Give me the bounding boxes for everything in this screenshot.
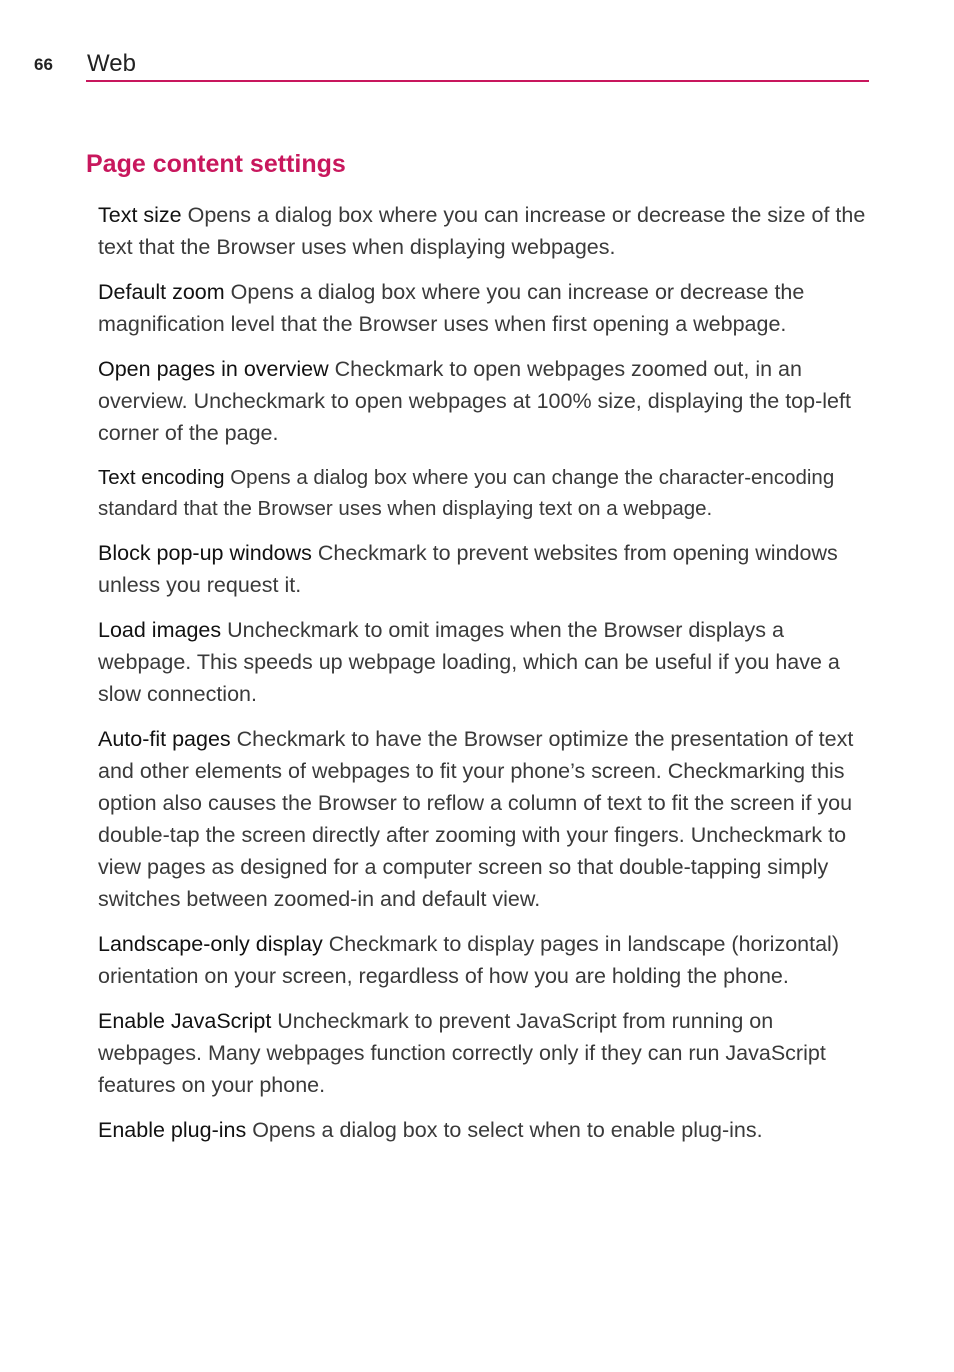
setting-load-images: [98, 614, 873, 710]
page-number: 66: [34, 55, 53, 74]
setting-block-popup-windows: [98, 537, 873, 601]
setting-term: Text size: [98, 203, 182, 227]
setting-term: Open pages in overview: [98, 357, 329, 381]
setting-open-pages-in-overview: [98, 353, 873, 449]
setting-description: Opens a dialog box to select when to enable plug-ins.: [252, 1118, 763, 1142]
setting-term: Auto-fit pages: [98, 727, 231, 751]
setting-term: Enable JavaScript: [98, 1009, 272, 1033]
setting-term: Default zoom: [98, 280, 225, 304]
setting-description: Uncheckmark to omit images when the Browser displays a webpage. This speeds up webpage loading, which can be useful if you have a slow connection.: [98, 618, 840, 706]
setting-description: Opens a dialog box where you can change the character-encoding standard that the Browser uses when displaying text on a webpage.: [98, 466, 835, 520]
setting-term: Block pop-up windows: [98, 541, 312, 565]
setting-enable-plug-ins: [98, 1114, 873, 1146]
setting-term: Text encoding: [98, 466, 225, 489]
setting-description: Checkmark to prevent websites from opening windows unless you request it.: [98, 541, 838, 597]
setting-description: Checkmark to have the Browser optimize the presentation of text and other elements of webpages to fit your phone’s screen. Checkmarking this option also causes the Browser to reflow a column of text to fit the screen if you double-tap the screen directly after zooming with your fingers. Uncheckmark to view pages as designed for a computer screen so that double-tapping simply switches between zoomed-in and default view.: [98, 727, 854, 911]
setting-term: Load images: [98, 618, 222, 642]
settings-list: [98, 199, 873, 1159]
setting-default-zoom: [98, 276, 873, 340]
setting-description: Checkmark to open webpages zoomed out, in an overview. Uncheckmark to open webpages at 100% size, displaying the top-left corner of the page.: [98, 357, 851, 445]
setting-auto-fit-pages: [98, 723, 873, 915]
section-title: Page content settings: [86, 150, 346, 178]
setting-description: Checkmark to display pages in landscape (horizontal) orientation on your screen, regardless of how you are holding the phone.: [98, 932, 839, 988]
page-header: [0, 0, 954, 90]
setting-term: Enable plug-ins: [98, 1118, 247, 1142]
setting-landscape-only-display: [98, 928, 873, 992]
setting-text-encoding: [98, 462, 873, 524]
header-divider: [86, 80, 869, 82]
setting-enable-javascript: [98, 1005, 873, 1101]
setting-text-size: [98, 199, 873, 263]
setting-term: Landscape-only display: [98, 932, 323, 956]
setting-description: Opens a dialog box where you can increase or decrease the size of the text that the Browser uses when displaying webpages.: [98, 203, 866, 259]
chapter-title: Web: [87, 50, 136, 77]
setting-description: Opens a dialog box where you can increase or decrease the magnification level that the Browser uses when first opening a webpage.: [98, 280, 805, 336]
setting-description: Uncheckmark to prevent JavaScript from running on webpages. Many webpages function correctly only if they can run JavaScript features on your phone.: [98, 1009, 826, 1097]
